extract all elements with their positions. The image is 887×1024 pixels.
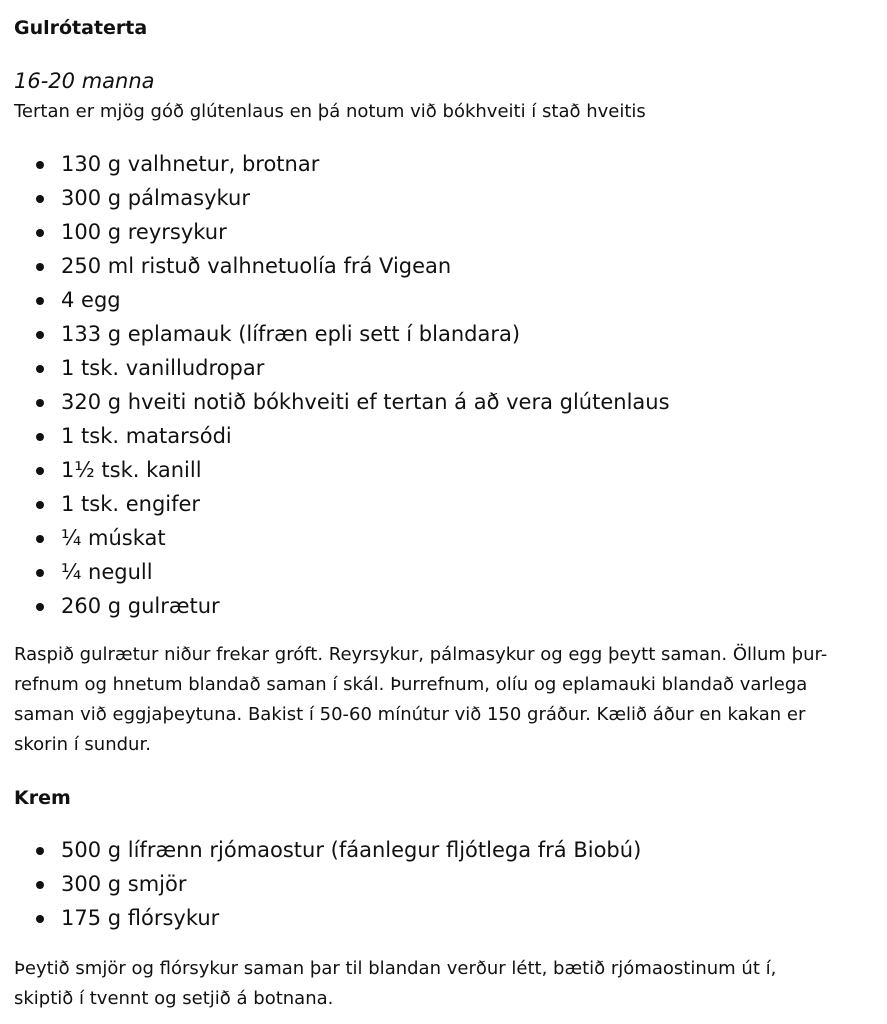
ingredient-item — [0, 488, 670, 522]
bullet-icon — [36, 195, 44, 203]
bullet-icon — [36, 399, 44, 407]
ingredient-text: 300 g pálmasykur — [61, 186, 250, 210]
ingredient-item — [0, 590, 670, 624]
method-line: skiptið í tvennt og setjið á botnana. — [14, 988, 334, 1009]
krem-heading: Krem — [14, 787, 71, 809]
method-paragraph — [14, 640, 874, 760]
ingredient-text: 1 tsk. vanilludropar — [61, 356, 265, 380]
method-line: refnum og hnetum blandað saman í skál. Þurrefnum, olíu og eplamauki blandað varlega — [14, 674, 808, 695]
bullet-icon — [36, 569, 44, 577]
recipe-title: Gulrótaterta — [14, 17, 148, 39]
krem-ingredient-list — [0, 834, 641, 936]
ingredient-text: 1 tsk. engifer — [61, 492, 201, 516]
ingredient-text: 250 ml ristuð valhnetuolía frá Vigean — [61, 254, 452, 278]
ingredient-item — [0, 454, 670, 488]
ingredient-text: 133 g eplamauk (lífræn epli sett í blandara) — [61, 322, 521, 346]
bullet-icon — [36, 433, 44, 441]
ingredient-item — [0, 902, 641, 936]
ingredient-item — [0, 522, 670, 556]
ingredient-text: ¼ negull — [61, 560, 153, 584]
ingredient-text: 100 g reyrsykur — [61, 220, 227, 244]
ingredient-item — [0, 148, 670, 182]
ingredient-item — [0, 318, 670, 352]
method-line: Raspið gulrætur niður frekar gróft. Reyrsykur, pálmasykur og egg þeytt saman. Öllum þur- — [14, 644, 828, 665]
ingredient-text: 260 g gulrætur — [61, 594, 220, 618]
ingredient-text: 500 g lífrænn rjómaostur (fáanlegur fljótlega frá Biobú) — [61, 838, 642, 862]
krem-method-paragraph — [14, 954, 874, 1014]
bullet-icon — [36, 263, 44, 271]
bullet-icon — [36, 467, 44, 475]
ingredient-text: 1½ tsk. kanill — [61, 458, 202, 482]
bullet-icon — [36, 535, 44, 543]
ingredient-item — [0, 868, 641, 902]
method-line: skorin í sundur. — [14, 734, 151, 755]
ingredient-item — [0, 386, 670, 420]
ingredient-text: 320 g hveiti notið bókhveiti ef tertan á að vera glútenlaus — [61, 390, 670, 414]
ingredient-text: 130 g valhnetur, brotnar — [61, 152, 320, 176]
ingredient-item — [0, 216, 670, 250]
ingredient-item — [0, 250, 670, 284]
bullet-icon — [36, 365, 44, 373]
ingredient-item — [0, 352, 670, 386]
bullet-icon — [36, 297, 44, 305]
ingredient-item — [0, 182, 670, 216]
ingredient-text: 175 g flórsykur — [61, 906, 220, 930]
bullet-icon — [36, 331, 44, 339]
ingredient-item — [0, 420, 670, 454]
bullet-icon — [36, 603, 44, 611]
bullet-icon — [36, 915, 44, 923]
bullet-icon — [36, 161, 44, 169]
method-line: Þeytið smjör og flórsykur saman þar til blandan verður létt, bætið rjómaostinum út í, — [14, 958, 777, 979]
method-line: saman við eggjaþeytuna. Bakist í 50-60 mínútur við 150 gráður. Kælið áður en kakan er — [14, 704, 806, 725]
ingredient-text: 300 g smjör — [61, 872, 187, 896]
ingredient-text: ¼ múskat — [61, 526, 166, 550]
ingredient-item — [0, 556, 670, 590]
servings-text: 16-20 manna — [14, 69, 155, 93]
ingredient-text: 4 egg — [61, 288, 121, 312]
ingredient-item — [0, 284, 670, 318]
intro-text: Tertan er mjög góð glútenlaus en þá notum við bókhveiti í stað hveitis — [14, 101, 646, 122]
bullet-icon — [36, 881, 44, 889]
ingredient-list — [0, 148, 670, 624]
bullet-icon — [36, 229, 44, 237]
bullet-icon — [36, 501, 44, 509]
bullet-icon — [36, 847, 44, 855]
ingredient-item — [0, 834, 641, 868]
ingredient-text: 1 tsk. matarsódi — [61, 424, 232, 448]
